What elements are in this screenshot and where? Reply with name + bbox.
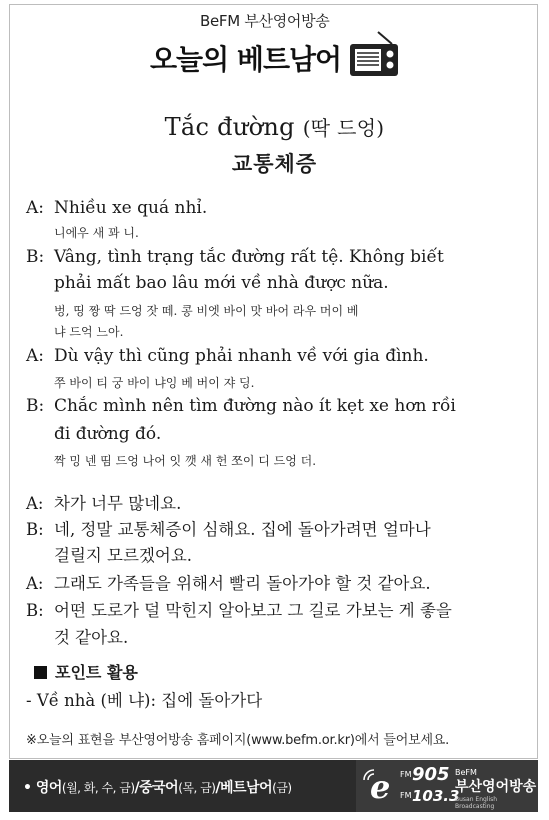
dialogue-line: B: Vâng, tình trạng tắc đường rất tệ. Không biết	[26, 247, 444, 267]
pronunciation-line: 쭈 바이 티 궁 바이 냐잉 베 버이 쟈 딩.	[54, 376, 255, 390]
pronunciation-line: 짝 밍 넨 띰 드엉 나어 잇 깻 새 헌 쪼이 디 드엉 더.	[54, 454, 317, 468]
translation-line: B: 어떤 도로가 덜 막힌지 알아보고 그 길로 가보는 게 좋을	[26, 601, 452, 620]
translation-line: A: 차가 너무 많네요.	[26, 494, 182, 513]
header-title: 오늘의 베트남어	[150, 43, 342, 76]
broadcast-schedule: • 영어(월, 화, 수, 금)/중국어(목, 금)/베트남어(금)	[23, 780, 292, 796]
pronunciation-line: 냐 드억 느아.	[54, 325, 124, 339]
radio-icon	[348, 30, 400, 80]
website-note: ※오늘의 표현을 부산영어방송 홈페이지(www.befm.or.kr)에서 들어보세요.	[26, 733, 450, 748]
befm-logo: e FM 905 FM 103.3 BeFM 부산영어방송 Busan English Broadcasting	[356, 760, 538, 812]
translation-line: B: 네, 정말 교통체증이 심해요. 집에 돌아가려면 얼마나	[26, 520, 431, 539]
footer-bar	[9, 760, 538, 812]
dialogue-line: đi đường đó.	[54, 424, 162, 444]
header	[0, 6, 549, 86]
dialogue-line: B: Chắc mình nên tìm đường nào ít kẹt xe hơn rồi	[26, 396, 456, 416]
point-heading: 포인트 활용	[34, 660, 138, 683]
lesson-title-vi: Tắc đường	[164, 113, 295, 141]
pronunciation-line: 니에우 새 꽈 니.	[54, 226, 139, 240]
lesson-title-pron: (딱 드엉)	[302, 116, 385, 140]
dialogue-line: A: Nhiều xe quá nhỉ.	[26, 198, 208, 218]
point-item: - Về nhà (베 냐): 집에 돌아가다	[26, 691, 263, 710]
translation-line: 것 같아요.	[54, 628, 129, 647]
translation-line: A: 그래도 가족들을 위해서 빨리 돌아가야 할 것 같아요.	[26, 574, 431, 593]
dialogue-line: phải mất bao lâu mới về nhà được nữa.	[54, 273, 389, 293]
square-bullet-icon	[34, 666, 47, 679]
header-subtitle: BeFM 부산영어방송	[200, 12, 330, 30]
pronunciation-line: 벙, 띵 짱 딱 드엉 잣 떼. 콩 비엣 바이 맛 바어 라우 머이 베	[54, 304, 359, 318]
dialogue-line: A: Dù vậy thì cũng phải nhanh về với gia đình.	[26, 346, 429, 366]
lesson-title-ko: 교통체증	[231, 152, 318, 176]
translation-line: 걸릴지 모르겠어요.	[54, 546, 193, 565]
lesson-title	[0, 112, 549, 141]
